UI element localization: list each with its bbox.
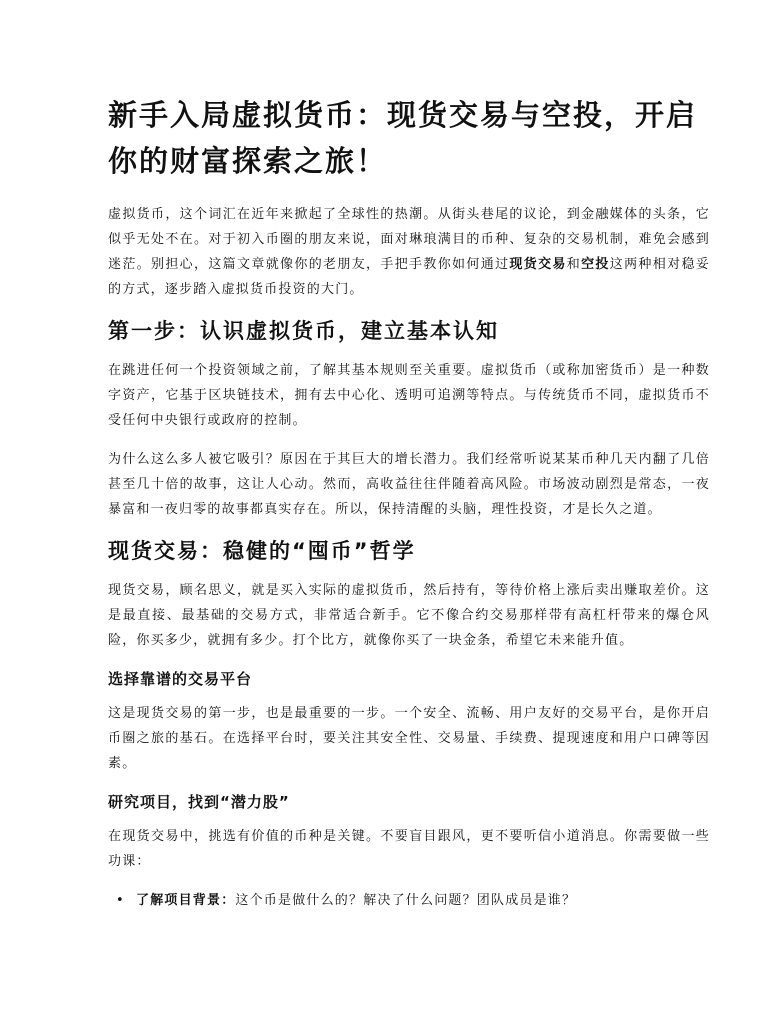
spot-trading-paragraph: 现货交易，顾名思义，就是买入实际的虚拟货币，然后持有，等待价格上涨后卖出赚取差价。这是最直接、最基础的交易方式，非常适合新手。它不像合约交易那样带有高杠杆带来的爆仓风险，你买多少，就拥有多少。打个比方，就像你买了一块金条，希望它未来能升值。 bbox=[108, 583, 710, 648]
intro-paragraph bbox=[108, 202, 710, 302]
research-checklist bbox=[108, 888, 710, 913]
bullet-icon: • bbox=[116, 893, 125, 908]
choose-platform-paragraph: 这是现货交易的第一步，也是最重要的一步。一个安全、流畅、用户友好的交易平台，是你开启币圈之旅的基石。在选择平台时，要关注其安全性、交易量、手续费、提现速度和用户口碑等因素。 bbox=[108, 706, 710, 771]
intro-text-2: 和 bbox=[566, 257, 582, 272]
article-title: 新手入局虚拟货币：现货交易与空投，开启你的财富探索之旅！ bbox=[108, 98, 698, 178]
subheading-research-projects: 研究项目，找到“潜力股” bbox=[108, 793, 290, 811]
basics-paragraph-2: 为什么这么多人被它吸引？原因在于其巨大的增长潜力。我们经常听说某某币种几天内翻了几倍甚至几十倍的故事，这让人心动。然而，高收益往往伴随着高风险。市场波动剧烈是常态，一夜暴富和一夜归零的故事都真实存在。所以，保持清醒的头脑，理性投资，才是长久之道。 bbox=[108, 452, 710, 517]
basics-paragraph-1: 在跳进任何一个投资领域之前，了解其基本规则至关重要。虚拟货币（或称加密货币）是一种数字资产，它基于区块链技术，拥有去中心化、透明可追溯等特点。与传统货币不同，虚拟货币不受任何中央银行或政府的控制。 bbox=[108, 363, 710, 428]
subheading-choose-platform: 选择靠谱的交易平台 bbox=[108, 670, 253, 688]
intro-text-1: 虚拟货币，这个词汇在近年来掀起了全球性的热潮。从街头巷尾的议论，到金融媒体的头条，它似乎无处不在。对于初入币圈的朋友来说，面对琳琅满目的币种、复杂的交易机制，难免会感到迷茫。别担心，这篇文章就像你的老朋友，手把手教你如何通过 bbox=[108, 207, 710, 272]
intro-bold-spot-trading: 现货交易 bbox=[509, 257, 567, 272]
intro-bold-airdrop: 空投 bbox=[581, 257, 610, 272]
research-projects-paragraph: 在现货交易中，挑选有价值的币种是关键。不要盲目跟风，更不要听信小道消息。你需要做一些功课： bbox=[108, 829, 710, 869]
intro-text-3: 这两种相对稳妥的方式，逐步踏入虚拟货币投资的大门。 bbox=[108, 257, 710, 297]
list-item-text: 这个币是做什么的？解决了什么问题？团队成员是谁？ bbox=[235, 893, 577, 908]
list-item-label: 了解项目背景： bbox=[136, 893, 236, 908]
list-item bbox=[116, 888, 710, 913]
section-heading-spot-trading: 现货交易：稳健的“囤币”哲学 bbox=[108, 539, 416, 563]
article bbox=[108, 92, 710, 913]
section-heading-basics: 第一步：认识虚拟货币，建立基本认知 bbox=[108, 319, 499, 343]
